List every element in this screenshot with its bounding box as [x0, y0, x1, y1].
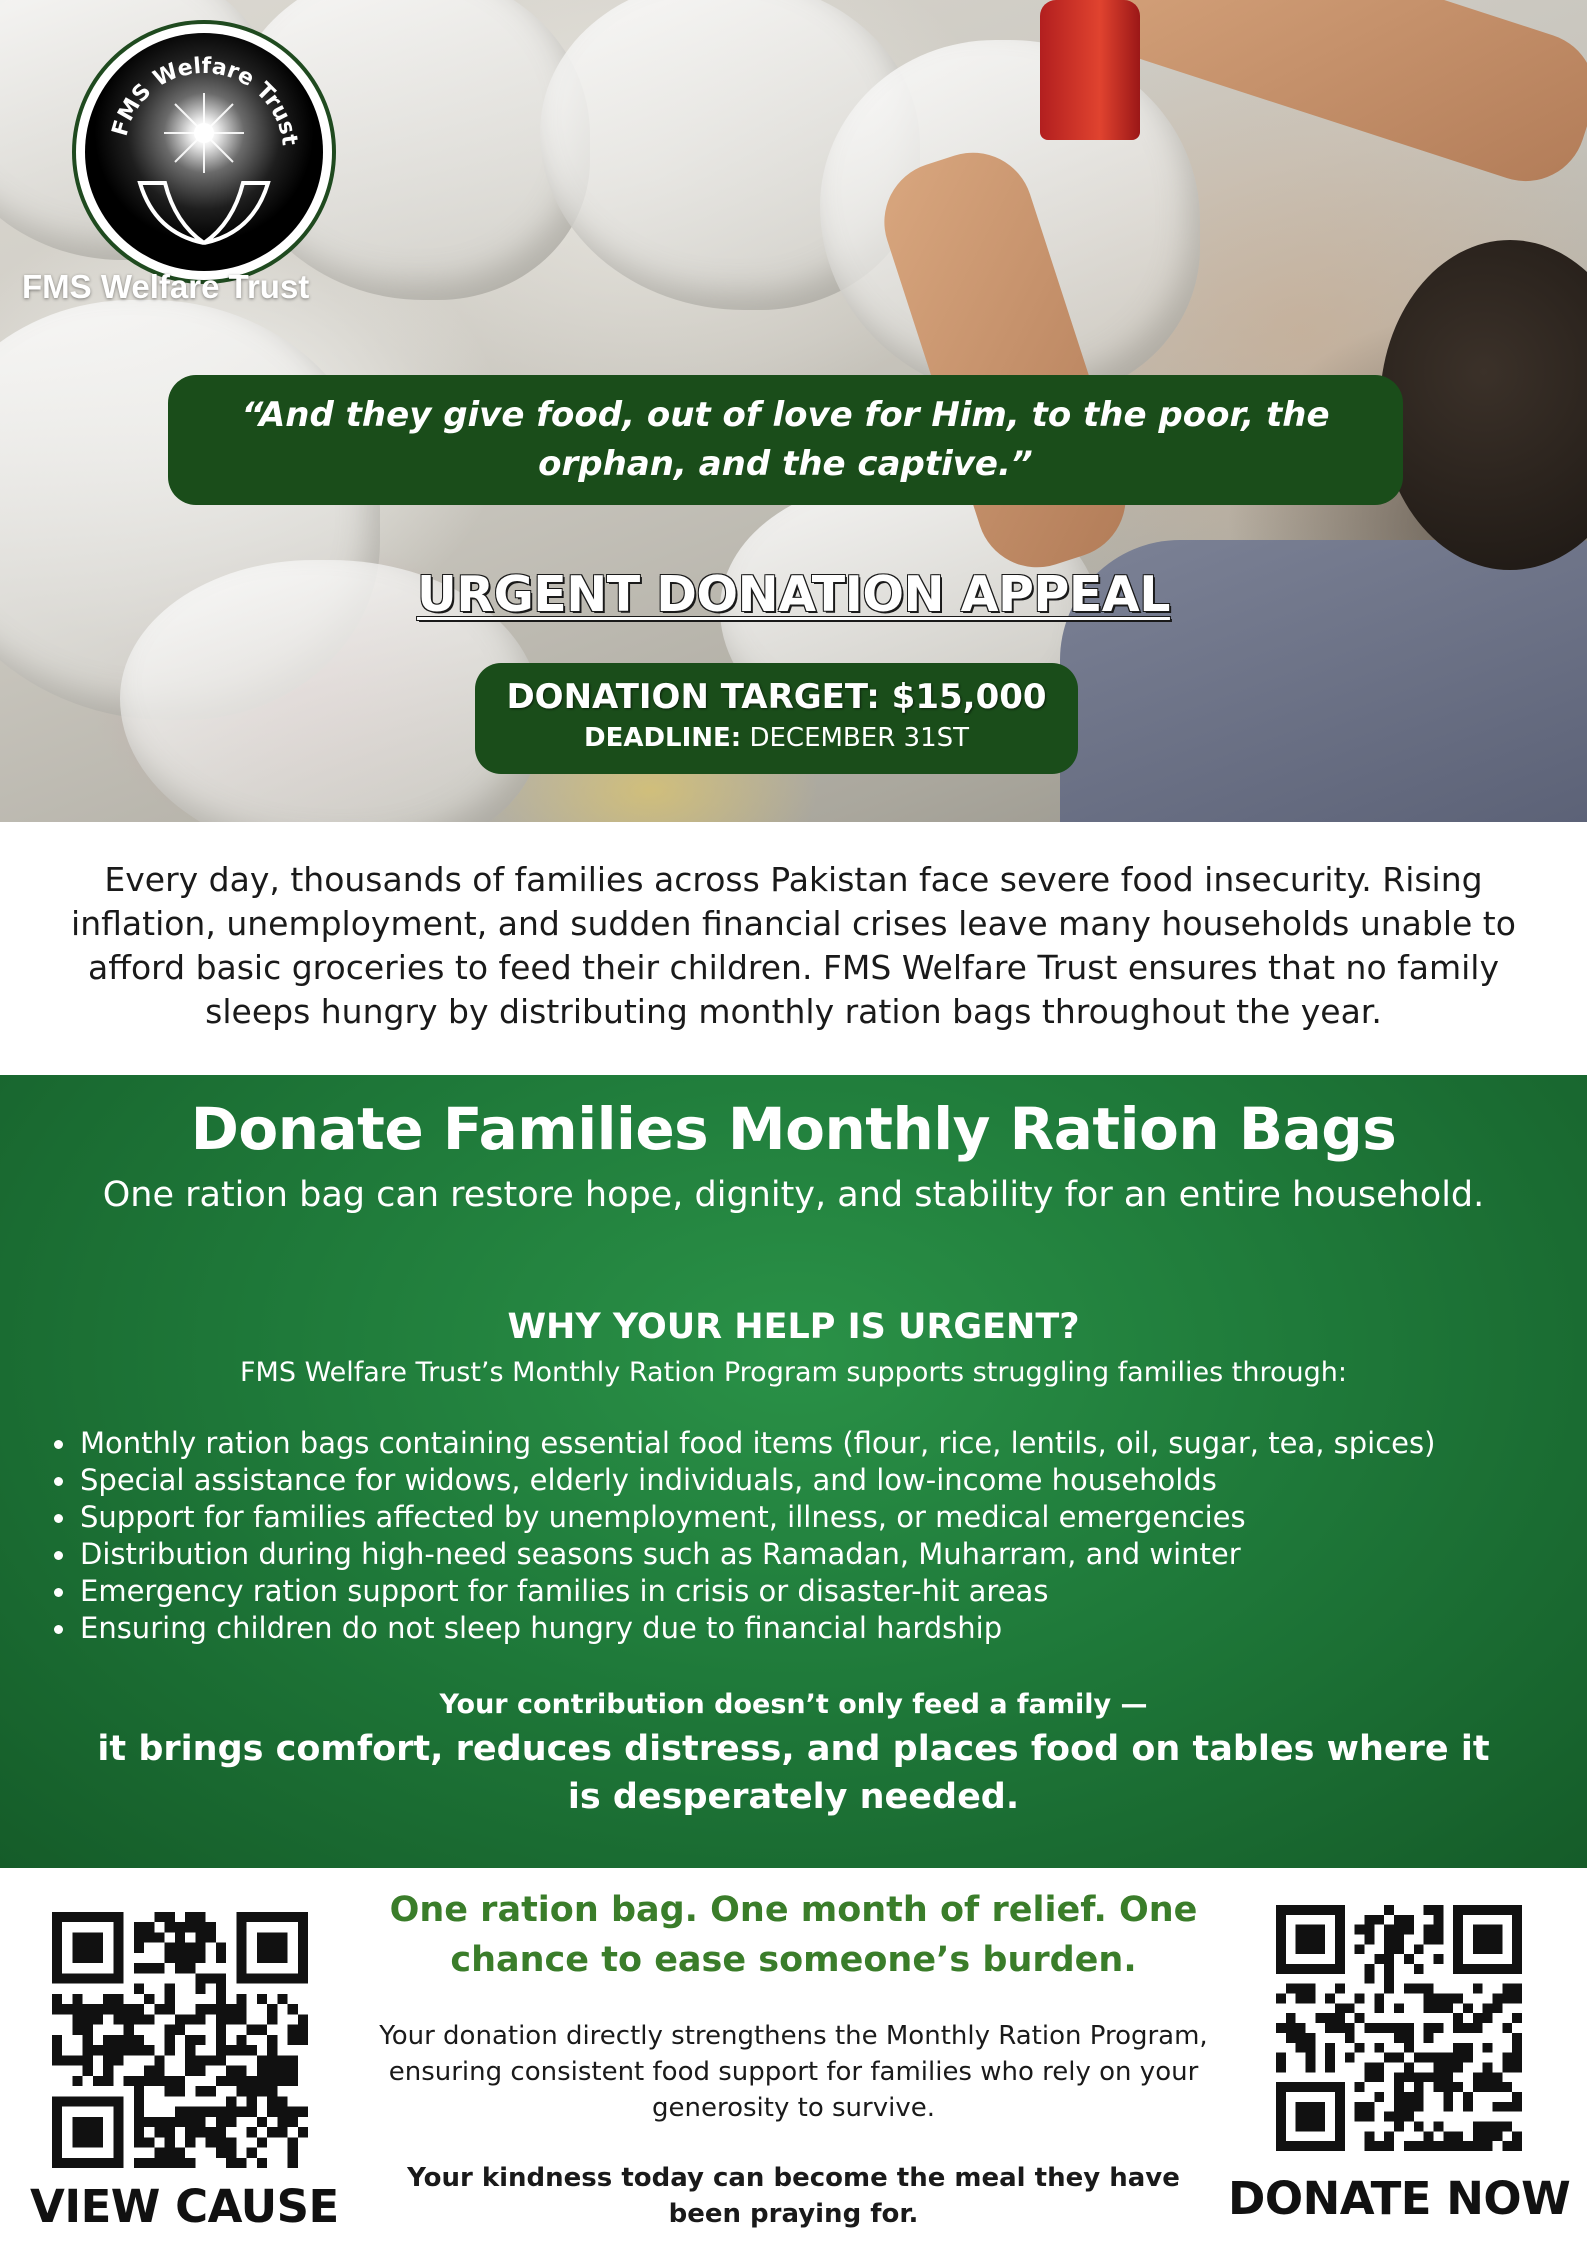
contribution-lead: Your contribution doesn’t only feed a family —	[439, 1689, 1148, 1720]
intro-paragraph: Every day, thousands of families across Pakistan face severe food insecurity. Rising inflation, unemployment, and sudden financial crises leave many households unable to afford basic groceries to feed their children. FMS Welfare Trust ensures that no family sleeps hungry by distributing monthly ration bags throughout the year.	[71, 860, 1516, 1031]
list-item: Distribution during high-need seasons such as Ramadan, Muharram, and winter	[52, 1536, 1552, 1573]
hero-photo-section	[0, 0, 1587, 822]
appeal-title: URGENT DONATION APPEAL	[417, 566, 1170, 623]
program-subtitle: One ration bag can restore hope, dignity, and stability for an entire household.	[102, 1175, 1485, 1215]
quote-text: “And they give food, out of love for Him, to the poor, the orphan, and the captive.”	[241, 395, 1330, 484]
view-cause-qr-code[interactable]	[52, 1912, 308, 2168]
logo-caption: FMS Welfare Trust	[22, 268, 310, 305]
logo	[72, 20, 336, 284]
list-item: Monthly ration bags containing essential food items (flour, rice, lentils, oil, sugar, tea, spices)	[52, 1425, 1552, 1462]
tagline: One ration bag. One month of relief. One chance to ease someone’s burden.	[389, 1890, 1198, 1980]
list-item: Ensuring children do not sleep hungry due to financial hardship	[52, 1610, 1552, 1647]
hands-light-icon	[85, 33, 323, 271]
donate-now-qr-code[interactable]	[1276, 1905, 1522, 2151]
list-item: Special assistance for widows, elderly individuals, and low-income households	[52, 1462, 1552, 1499]
deadline-line	[475, 719, 1078, 757]
program-title: Donate Families Monthly Ration Bags	[190, 1095, 1397, 1163]
target-label: DONATION TARGET	[506, 677, 867, 717]
bullet-list	[52, 1425, 1552, 1647]
why-subtitle: FMS Welfare Trust’s Monthly Ration Program supports struggling families through:	[240, 1357, 1347, 1388]
deadline-value: DECEMBER 31ST	[741, 723, 969, 753]
head-shape	[1380, 240, 1587, 570]
logo-ring-text: FMS Welfare Trust	[107, 53, 302, 148]
deadline-label: DEADLINE:	[583, 723, 742, 753]
target-line	[475, 675, 1078, 719]
quote-box	[168, 375, 1403, 505]
contribution-statement: it brings comfort, reduces distress, and places food on tables where it is desperately needed.	[97, 1729, 1490, 1817]
view-cause-label[interactable]: VIEW CAUSE	[30, 2180, 339, 2233]
jar-shape	[1040, 0, 1140, 140]
list-item: Emergency ration support for families in crisis or disaster-hit areas	[52, 1573, 1552, 1610]
target-value: : $15,000	[866, 677, 1047, 717]
support-paragraph: Your donation directly strengthens the Monthly Ration Program, ensuring consistent food support for families who rely on your generosity to survive.	[379, 2021, 1208, 2123]
why-title: WHY YOUR HELP IS URGENT?	[507, 1307, 1080, 1347]
kindness-statement: Your kindness today can become the meal they have been praying for.	[407, 2163, 1180, 2229]
donation-target-box	[475, 663, 1078, 774]
donate-now-label[interactable]: DONATE NOW	[1228, 2172, 1571, 2225]
program-section	[0, 1075, 1587, 1868]
list-item: Support for families affected by unemployment, illness, or medical emergencies	[52, 1499, 1552, 1536]
